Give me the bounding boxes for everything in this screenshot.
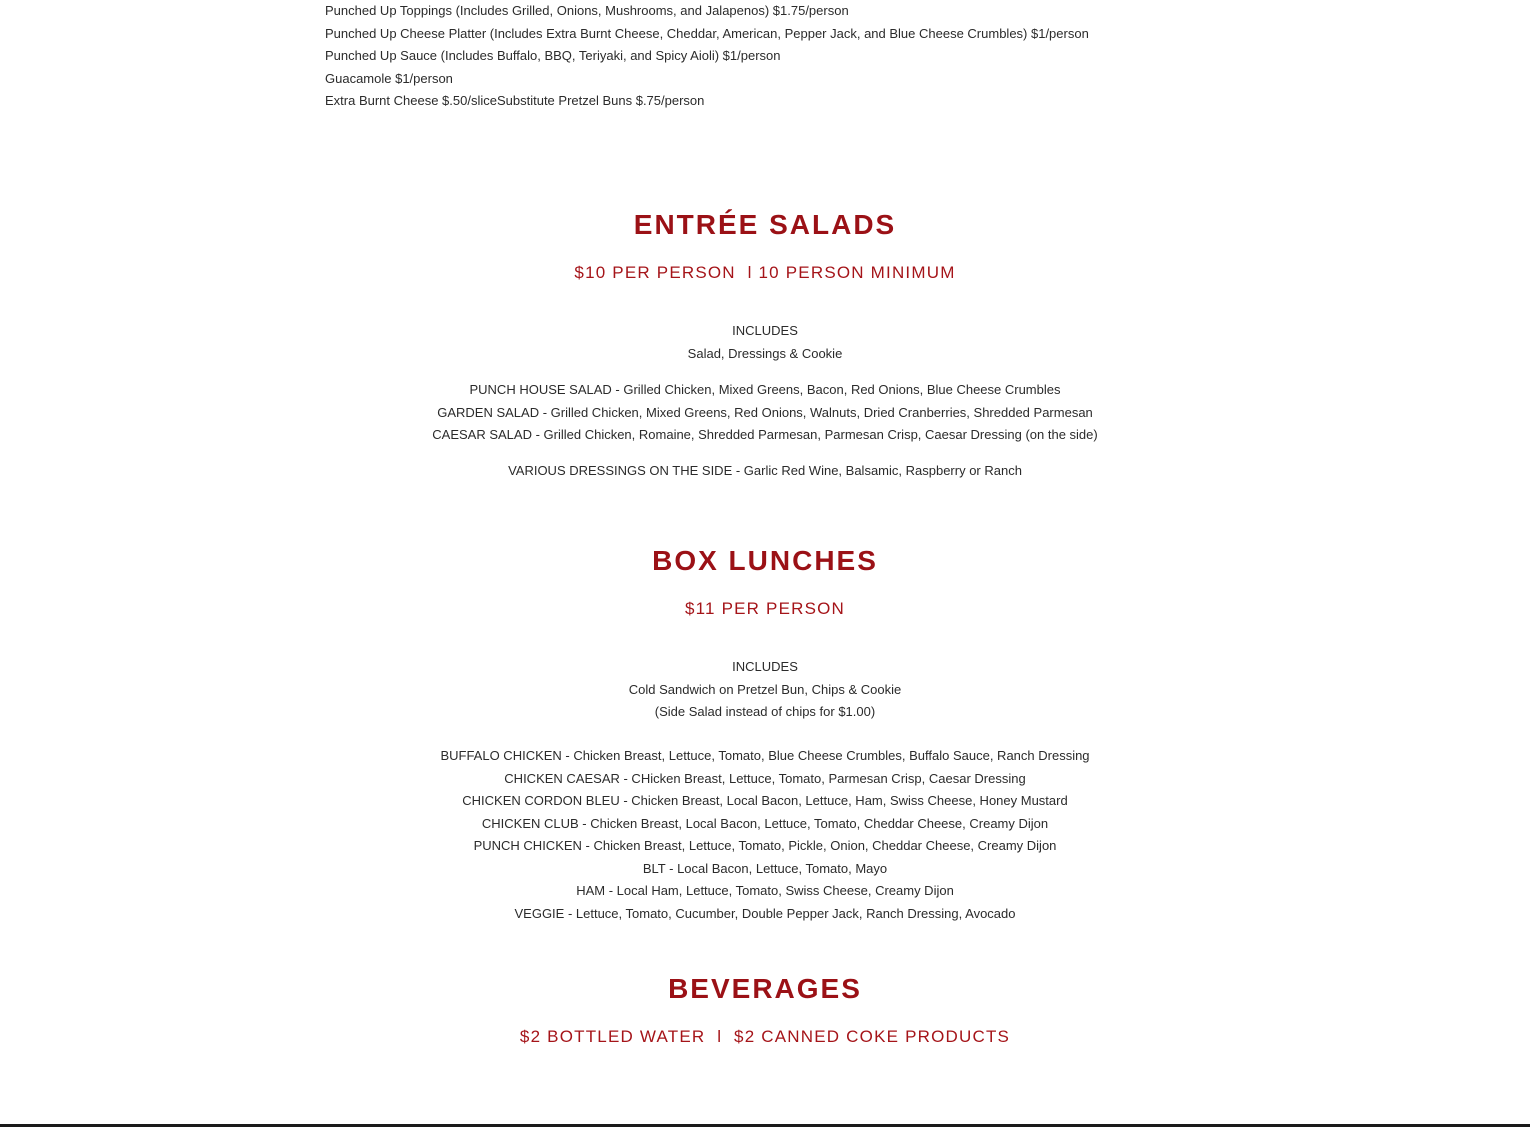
salad-item: PUNCH HOUSE SALAD - Grilled Chicken, Mixed Greens, Bacon, Red Onions, Blue Cheese Crumbles [469, 382, 1061, 397]
sandwich-item: BLT - Local Bacon, Lettuce, Tomato, Mayo [642, 860, 888, 876]
sandwich-item: PUNCH CHICKEN - Chicken Breast, Lettuce, Tomato, Pickle, Onion, Cheddar Cheese, Creamy Dijon [473, 838, 1057, 853]
includes-text: (Side Salad instead of chips for $1.00) [654, 704, 876, 719]
box-lunches-includes [0, 656, 1530, 724]
salad-item: GARDEN SALAD - Grilled Chicken, Mixed Greens, Red Onions, Walnuts, Dried Cranberries, Shredded Parmesan [437, 404, 1093, 420]
entree-salads-title: ENTRÉE SALADS [633, 209, 897, 240]
beverages-prices: $2 BOTTLED WATER l $2 CANNED COKE PRODUCTS [519, 1027, 1011, 1046]
addon-item: Punched Up Cheese Platter (Includes Extra Burnt Cheese, Cheddar, American, Pepper Jack, and Blue Cheese Crumbles) $1/person [325, 25, 1089, 41]
beverages-title: BEVERAGES [668, 973, 862, 1004]
salad-dressings: VARIOUS DRESSINGS ON THE SIDE - Garlic Red Wine, Balsamic, Raspberry or Ranch [508, 463, 1022, 478]
sandwich-item: CHICKEN CORDON BLEU - Chicken Breast, Local Bacon, Lettuce, Ham, Swiss Cheese, Honey Mustard [462, 793, 1068, 808]
entree-salads-price: $10 PER PERSON l 10 PERSON MINIMUM [574, 263, 956, 282]
addon-item: Punched Up Toppings (Includes Grilled, Onions, Mushrooms, and Jalapenos) $1.75/person [325, 3, 849, 18]
sandwich-item: HAM - Local Ham, Lettuce, Tomato, Swiss Cheese, Creamy Dijon [576, 883, 954, 898]
box-lunches-title: BOX LUNCHES [652, 545, 878, 576]
addon-item: Guacamole $1/person [325, 70, 453, 86]
includes-label: INCLUDES [732, 659, 798, 674]
salad-item: CAESAR SALAD - Grilled Chicken, Romaine, Shredded Parmesan, Parmesan Crisp, Caesar Dressing (on the side) [432, 427, 1098, 442]
entree-salads-includes [0, 320, 1530, 365]
box-lunches-list [0, 745, 1530, 925]
sandwich-item: CHICKEN CAESAR - CHicken Breast, Lettuce, Tomato, Parmesan Crisp, Caesar Dressing [504, 770, 1026, 786]
includes-text: Salad, Dressings & Cookie [687, 345, 843, 361]
includes-label: INCLUDES [732, 323, 798, 338]
sandwich-item: VEGGIE - Lettuce, Tomato, Cucumber, Double Pepper Jack, Ranch Dressing, Avocado [514, 905, 1016, 921]
box-lunches-price: $11 PER PERSON [684, 599, 846, 618]
sandwich-item: BUFFALO CHICKEN - Chicken Breast, Lettuce, Tomato, Blue Cheese Crumbles, Buffalo Sauce, Ranch Dressing [440, 748, 1090, 763]
addon-item: Punched Up Sauce (Includes Buffalo, BBQ, Teriyaki, and Spicy Aioli) $1/person [325, 48, 781, 63]
sandwich-item: CHICKEN CLUB - Chicken Breast, Local Bacon, Lettuce, Tomato, Cheddar Cheese, Creamy Dijon [481, 815, 1049, 831]
entree-salads-list [0, 379, 1530, 447]
addons-list [325, 0, 1089, 113]
addon-item: Extra Burnt Cheese $.50/sliceSubstitute Pretzel Buns $.75/person [325, 93, 705, 108]
includes-text: Cold Sandwich on Pretzel Bun, Chips & Cookie [628, 681, 902, 697]
